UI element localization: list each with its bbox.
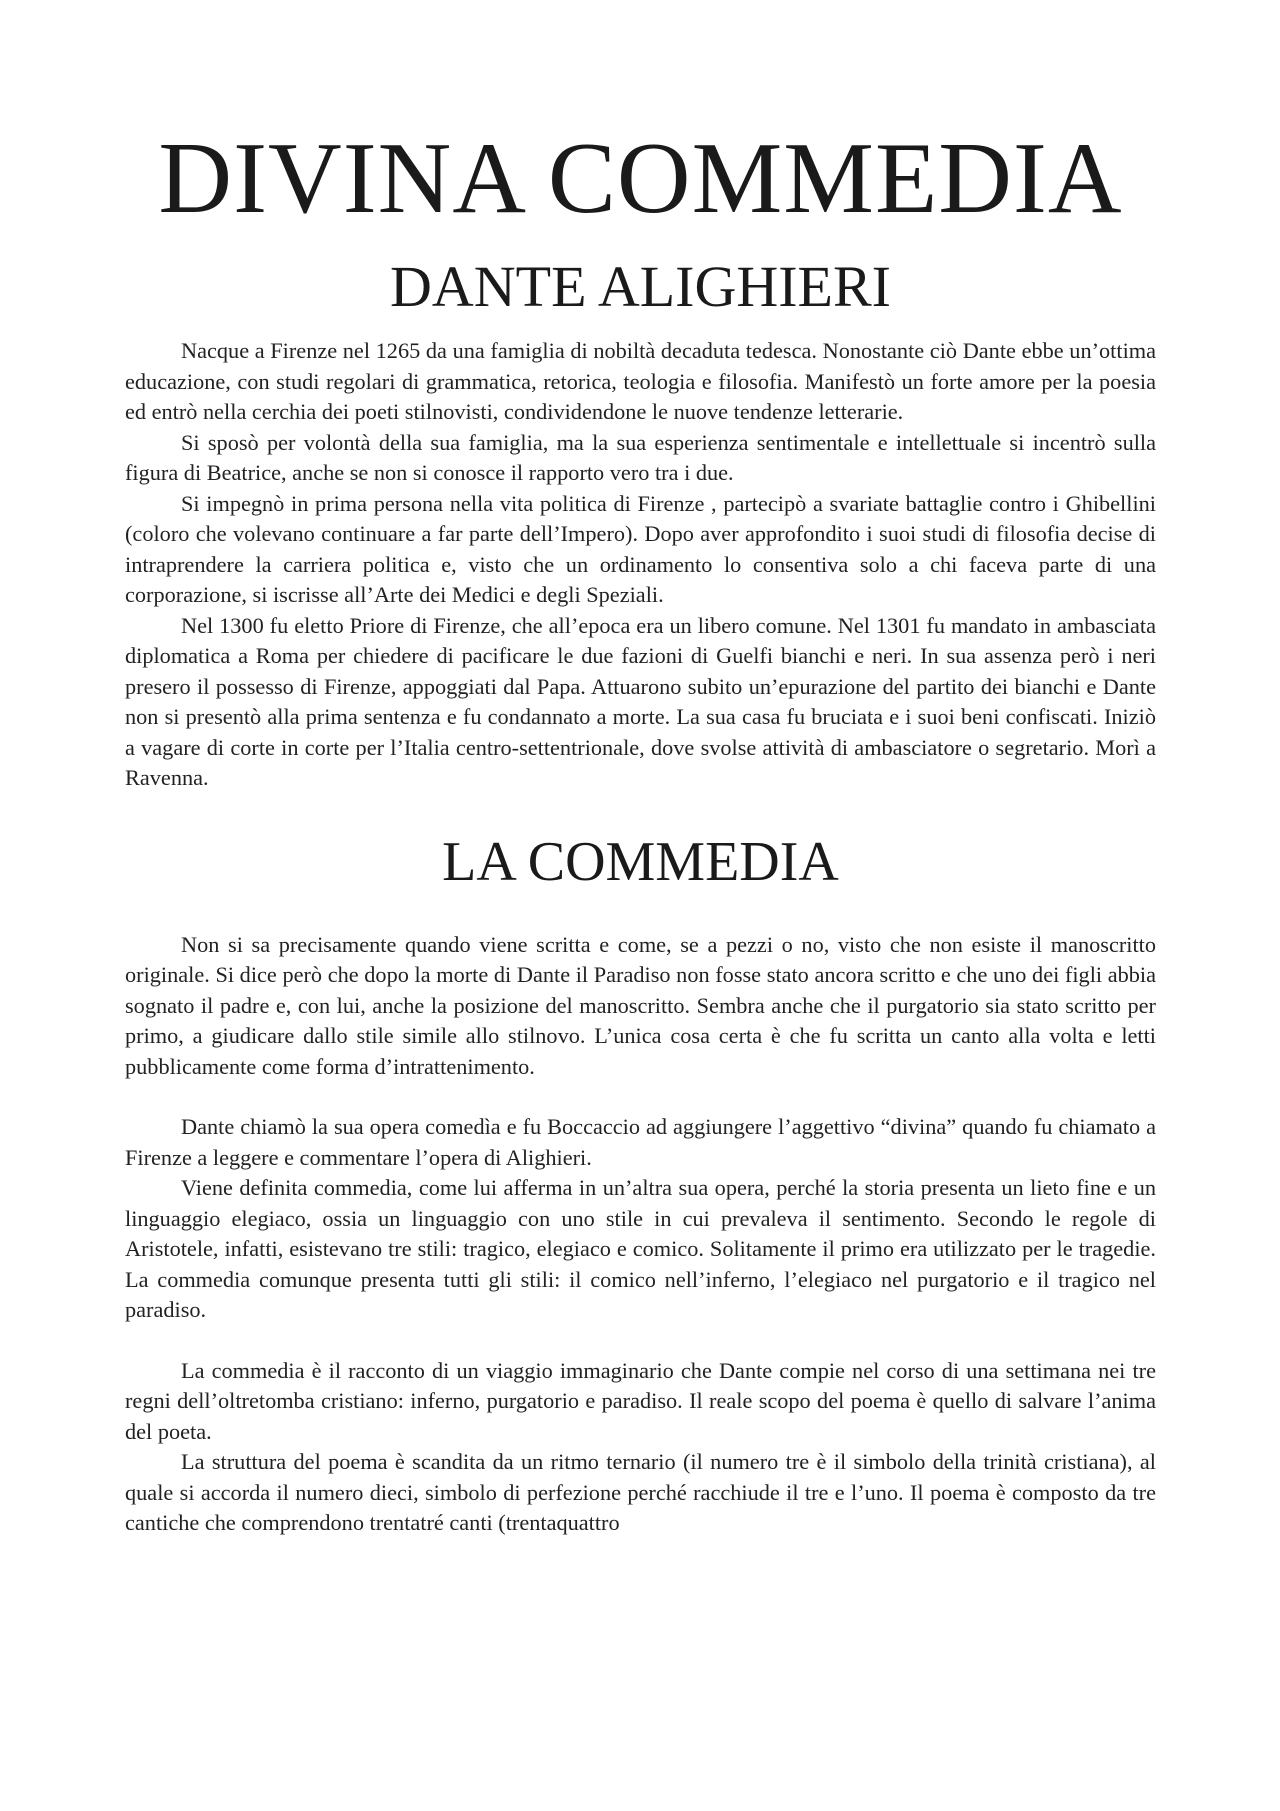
commedia-section [125,930,1156,1539]
paragraph: La struttura del poema è scandita da un ritmo ternario (il numero tre è il simbolo della trinità cristiana), al quale si accorda il numero dieci, simbolo di perfezione perché racchiude il tre e l’uno. Il poema è composto da tre cantiche che comprendono trentatré canti (trentaquattro [125,1449,1156,1535]
paragraph: Nacque a Firenze nel 1265 da una famiglia di nobiltà decaduta tedesca. Nonostante ciò Dante ebbe un’ottima educazione, con studi regolari di grammatica, retorica, teologia e filosofia. Manifestò un forte amore per la poesia ed entrò nella cerchia dei poeti stilnovisti, condividendone le nuove tendenze letterarie. [125,338,1156,424]
biography-section [125,336,1156,794]
section-heading: LA COMMEDIA [442,830,839,893]
author-heading: DANTE ALIGHIERI [390,254,891,319]
paragraph: Non si sa precisamente quando viene scritta e come, se a pezzi o no, visto che non esiste il manoscritto originale. Si dice però che dopo la morte di Dante il Paradiso non fosse stato ancora scritto e che uno dei figli abbia sognato il padre e, con lui, anche la posizione del manoscritto. Sembra anche che il purgatorio sia stato scritto per primo, a giudicare dallo stile simile allo stilnovo. L’unica cosa certa è che fu scritta un canto alla volta e letti pubblicamente come forma d’intrattenimento. [125,931,1156,1079]
paragraph: Viene definita commedia, come lui afferma in un’altra sua opera, perché la storia presenta un lieto fine e un linguaggio elegiaco, ossia un linguaggio con uno stile in cui prevaleva il sentimento. Secondo le regole di Aristotele, infatti, esistevano tre stili: tragico, elegiaco e comico. Solitamente il primo era utilizzato per le tragedie. La commedia comunque presenta tutti gli stili: il comico nell’inferno, l’elegiaco nel purgatorio e il tragico nel paradiso. [125,1175,1156,1322]
paragraph: Nel 1300 fu eletto Priore di Firenze, che all’epoca era un libero comune. Nel 1301 fu mandato in ambasciata diplomatica a Roma per chiedere di pacificare le due fazioni di Guelfi bianchi e neri. In sua assenza però i neri presero il possesso di Firenze, appoggiati dal Papa. Attuarono subito un’epurazione del partito dei bianchi e Dante non si presentò alla prima sentenza e fu condannato a morte. La sua casa fu bruciata e i suoi beni confiscati. Iniziò a vagare di corte in corte per l’Italia centro-settentrionale, dove svolse attività di ambasciatore o segretario. Morì a Ravenna. [125,612,1156,790]
paragraph-gap [125,1082,1156,1112]
paragraph: Si impegnò in prima persona nella vita politica di Firenze , partecipò a svariate battaglie contro i Ghibellini (coloro che volevano continuare a far parte dell’Impero). Dopo aver approfondito i suoi studi di filosofia decise di intraprendere la carriera politica e, visto che un ordinamento lo consentiva solo a chi faceva parte di una corporazione, si iscrisse all’Arte dei Medici e degli Speziali. [125,490,1156,607]
paragraph-gap [125,1326,1156,1356]
paragraph: Dante chiamò la sua opera comedìa e fu Boccaccio ad aggiungere l’aggettivo “divina” quando fu chiamato a Firenze a leggere e commentare l’opera di Alighieri. [125,1114,1156,1170]
document-title: DIVINA COMMEDIA [158,122,1123,235]
paragraph: La commedia è il racconto di un viaggio immaginario che Dante compie nel corso di una settimana nei tre regni dell’oltretomba cristiano: inferno, purgatorio e paradiso. Il reale scopo del poema è quello di salvare l’anima del poeta. [125,1357,1156,1444]
paragraph: Si sposò per volontà della sua famiglia, ma la sua esperienza sentimentale e intellettuale si incentrò sulla figura di Beatrice, anche se non si conosce il rapporto vero tra i due. [125,429,1156,485]
